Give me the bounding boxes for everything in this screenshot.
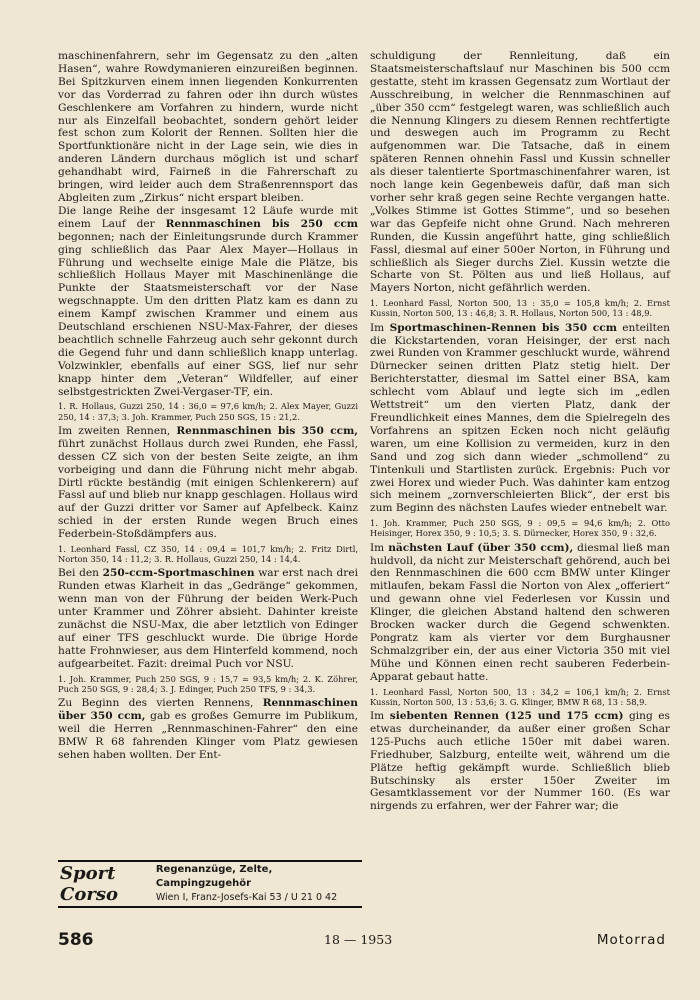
paragraph	[58, 425, 358, 541]
sport-corso-advertisement	[58, 860, 362, 908]
text-run: Im	[370, 541, 389, 554]
race-class-heading: nächsten Lauf (über 350 ccm),	[388, 541, 574, 554]
paragraph	[58, 50, 358, 205]
ad-logo: Sport Corso	[60, 863, 118, 905]
text-run: 1. Leonhard Fassl, Norton 500, 13 : 35,0 = 105,8 km/h; 2. Ernst Kussin, Norton 500, 13 : 46,8; 3. R. Hollaus, Norton 500, 13 : 48,9.	[370, 298, 670, 319]
text-run: 1. Leonhard Fassl, Norton 500, 13 : 34,2 = 106,1 km/h; 2. Ernst Kussin, Norton 500, 13 : 53,6; 3. G. Klinger, BMW R 68, 13 : 58,9.	[370, 686, 670, 707]
text-run: Bei den	[58, 567, 103, 580]
text-run: Im zweiten Rennen,	[58, 424, 177, 437]
race-class-heading: Rennmaschinen bis 350 ccm,	[176, 424, 358, 437]
paragraph	[370, 710, 670, 813]
text-run: Im	[370, 321, 390, 334]
paragraph	[370, 542, 670, 684]
race-result	[370, 518, 670, 538]
paragraph	[58, 567, 358, 670]
text-run: 1. R. Hollaus, Guzzi 250, 14 : 36,0 = 97,6 km/h; 2. Alex Mayer, Guzzi 250, 14 : 37,3; 3. Joh. Krammer, Puch 250 SGS, 15 : 21,2.	[58, 401, 358, 422]
text-run: ging es etwas durcheinander, da außer einer großen Schar 125-Puchs auch etliche 150er mit dabei waren. Friedhuber, Salzburg, enteilte weit, während um die Plätze heftig gekämpft wurde. Schließlich blieb Butschinsky als erster 150er Zweiter im Gesamtklassement vor der Nummer 160. (Es war nirgends zu erfahren, wer der Fahrer war; die	[370, 710, 670, 813]
magazine-name: Motorrad	[596, 932, 666, 948]
text-run: führt zunächst Hollaus durch zwei Runden, ehe Fassl, dessen CZ sich von der besten Seite zeigte, an ihm vorbeiging und dann die Führung nicht mehr abgab. Dirtl rückte beständig (mit einigen Schlenkerern) auf Fassl auf und blieb nur knapp geschlagen. Hollaus wird auf der Guzzi dritter vor Samer auf Apfelbeck. Kainz schied in der ersten Runde wegen Bruch eines Federbein-Stoßdämpfers aus.	[58, 437, 358, 541]
ad-text	[156, 863, 362, 905]
text-run: war erst nach drei Runden etwas Klarheit in das „Gedränge“ gekommen, wenn man von der Führung der beiden Werk-Puch unter Krammer und Zöhrer absieht. Dahinter kreiste zunächst die NSU-Max, die aber letztlich von Edinger auf einer TFS geschluckt wurde. Die übrige Horde hatte Frohnwieser, aus dem Hinterfeld kommend, noch aufgearbeitet. Fazit: dreimal Puch vor NSU.	[58, 567, 358, 670]
right-column	[370, 50, 670, 813]
page-footer	[58, 930, 666, 950]
text-run: 1. Leonhard Fassl, CZ 350, 14 : 09,4 = 101,7 km/h; 2. Fritz Dirtl, Norton 350, 14 : 11,2; 3. R. Hollaus, Guzzi 250, 14 : 14,4.	[58, 544, 358, 565]
race-class-heading: siebenten Rennen (125 und 175 ccm)	[389, 710, 624, 722]
race-class-heading: Rennmaschinen über 350 ccm,	[58, 697, 358, 722]
race-result	[370, 687, 670, 707]
text-run: maschinenfahrern, sehr im Gegensatz zu den „alten Hasen“, wahre Rowdymanieren einzureißen beginnen. Bei Spitzkurven einem innen liegenden Konkurrenten vor das Vorderrad zu fahren oder ihn durch wüstes Geschlenkere am Vorfahren zu hindern, wurde nicht nur als Einzelfall beobachtet, sondern gehört leider fest schon zum Kolorit der Rennen. Sollten hier die Sportfunktionäre nicht in der Lage sein, wie dies in anderen Ländern durchaus möglich ist und scharf gehandhabt wird, Fairneß in die Fahrerschaft zu bringen, wird leider auch dem Straßenrennsport das Abgleiten zum „Zirkus“ nicht erspart bleiben.	[58, 50, 358, 204]
issue-number: 18 — 1953	[324, 932, 393, 947]
text-run: Die lange Reihe der insgesamt 12 Läufe wurde mit einem Lauf der	[58, 204, 358, 230]
race-result	[58, 401, 358, 421]
page-number: 586	[58, 930, 94, 950]
race-class-heading: Rennmaschinen bis 250 ccm	[165, 217, 358, 230]
race-class-heading: Sportmaschinen-Rennen bis 350 ccm	[389, 321, 617, 334]
paragraph	[370, 322, 670, 516]
race-result	[58, 674, 358, 694]
paragraph	[370, 50, 670, 295]
text-run: Zu Beginn des vierten Rennens,	[58, 697, 263, 710]
text-run: Im	[370, 710, 390, 722]
text-run: begonnen; nach der Einleitungsrunde durch Krammer ging schließlich das Paar Alex Mayer—Hollaus in Führung und wechselte einige Male die Plätze, bis schließlich Hollaus Mayer mit Maschinenlänge die Punkte der Staatsmeisterschaft vor der Nase wegschnappte. Um den dritten Platz kam es dann zu einem Kampf zwischen Krammer und einem aus Deutschland erschienen NSU-Max-Fahrer, der dieses beachtlich schnelle Fahrzeug auch sehr gekonnt durch die Gegend fuhr und dann schließlich knapp unterlag. Volzwinkler, ebenfalls auf einer SGS, lief nur sehr knapp hinter dem „Veteran“ Wildfeller, auf einer selbstgestrickten Zwei-Vergaser-TF, ein.	[58, 230, 358, 398]
text-run: 1. Joh. Krammer, Puch 250 SGS, 9 : 15,7 = 93,5 km/h; 2. K. Zöhrer, Puch 250 SGS, 9 : 28,4; 3. J. Edinger, Puch 250 TFS, 9 : 34,3.	[58, 673, 358, 694]
ad-tagline: Regenanzüge, Zelte, Campingzugehör	[155, 864, 273, 889]
text-run: diesmal ließ man huldvoll, da nicht zur Meisterschaft gehörend, auch bei den Rennmaschinen die 600 ccm BMW unter Klinger mitlaufen, bekam Fassl die Norton von Alex „offeriert“ und gewann ohne viel Federlesen vor Kussin und Klinger, die gleichen Abstand haltend den schweren Brocken wacker durch die Gegend schwenkten. Pongratz kam als vierter vor dem Burghausner Schmalzgriber ein, der aus einer Victoria 350 mit viel Mühe und Können einen recht sauberen Federbein-Apparat gebaut hatte.	[370, 541, 670, 683]
text-run: schuldigung der Rennleitung, daß ein Staatsmeisterschaftslauf nur Maschinen bis 500 ccm gestatte, steht im krassen Gegensatz zum Wortlaut der Ausschreibung, in welcher die Rennmaschinen auf „über 350 ccm“ festgelegt waren, was schließlich auch die Nennung Klingers zu diesem Rennen rechtfertigte und deswegen auch im Programm zu Recht aufgenommen war. Die Tatsache, daß in einem späteren Rennen ohnehin Fassl und Kussin schneller als dieser talentierte Sportmaschinenfahrer waren, ist noch lange kein Gegenbeweis dafür, daß man sich vorher sehr kraß gegen seine Rechte vergangen hatte. „Volkes Stimme ist Gottes Stimme“, und so besehen war das Gepfeife nicht ohne Grund. Nach mehreren Runden, die Kussin angeführt hatte, ging schließlich Fassl, diesmal auf einer 500er Norton, in Führung und schließlich als Sieger durchs Ziel. Kussin wetzte die Scharte von St. Pölten aus und ließ Hollaus, auf Mayers Norton, nicht gefährlich werden.	[370, 50, 670, 295]
race-class-heading: 250-ccm-Sportmaschinen	[102, 567, 255, 580]
text-run: gab es großes Gemurre im Publikum, weil die Herren „Rennmaschinen-Fahrer“ den eine BMW R 68 fahrenden Klinger vom Platz gewiesen sehen haben wollten. Der Ent-	[58, 710, 358, 761]
paragraph	[58, 697, 358, 762]
text-run: 1. Joh. Krammer, Puch 250 SGS, 9 : 09,5 = 94,6 km/h; 2. Otto Heisinger, Horex 350, 9 : 10,5; 3. S. Dürnecker, Horex 350, 9 : 32,6.	[370, 518, 670, 539]
left-column	[58, 50, 358, 762]
paragraph	[58, 205, 358, 399]
race-result	[58, 544, 358, 564]
ad-address: Wien I, Franz-Josefs-Kai 53 / U 21 0 42	[155, 892, 338, 903]
race-result	[370, 298, 670, 318]
text-run: enteilten die Kickstartenden, voran Heisinger, der erst nach zwei Runden von Krammer geschluckt wurde, während Dürnecker seinen dritten Platz stetig hielt. Der Berichterstatter, diesmal im Sattel einer BSA, kam schlecht vom Ablauf und legte sich im „edlen Wettstreit“ um den vierten Platz, dank der Freundlichkeit eines Mannes, dem die Spielregeln des Vorfahrens an spitzen Ecken noch nicht geläufig waren, um eine Kollision zu vermeiden, kurz in den Sand und zog sich dann wieder „schmollend“ zu Tintenkuli und Startlisten zurück. Ergebnis: Puch vor zwei Horex und wieder Puch. Was dahinter kam entzog sich meinem „zornverschleierten Blick“, der erst bis zum Beginn des nächsten Laufes wieder entnebelt war.	[370, 321, 670, 515]
